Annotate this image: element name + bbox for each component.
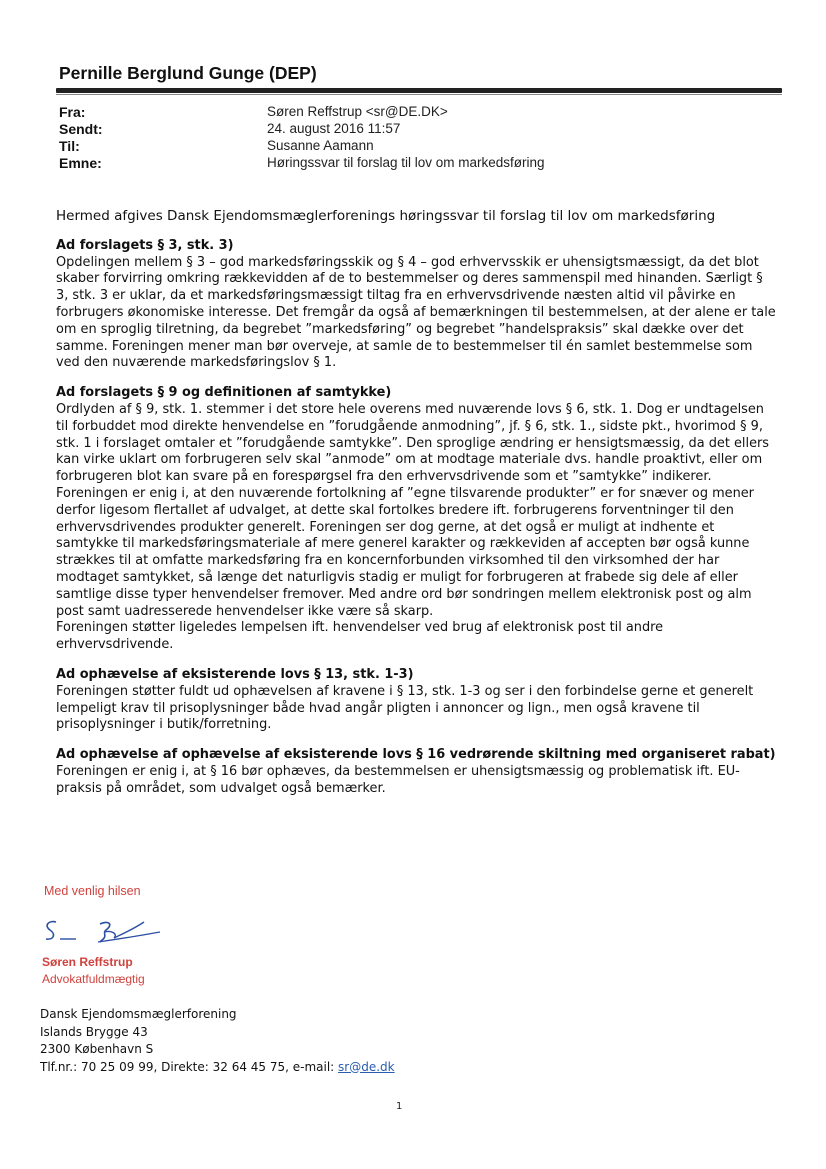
meta-label: Sendt: [59, 121, 103, 137]
section-heading: Ad ophævelse af eksisterende lovs § 13, stk. 1-3) [56, 666, 414, 682]
section-paragraph: Opdelingen mellem § 3 – god markedsføringsskik og § 4 – god erhvervsskik er uhensigtsmæssigt, da det blot skaber forvirring omkring rækkevidden af de to bestemmelser og deres sammenspil med hinanden. Særligt § 3, stk. 3 er uklar, da et markedsføringsmæssigt tiltag fra en erhvervsdrivende næsten altid vil påvirke en forbrugers økonomiske interesse. Det fremgår da også af bemærkningen til bestemmelsen, at der alene er tale om en sproglig tilretning, da begrebet ”markedsføring” og begrebet ”handelspraksis” skal dække over det samme. Foreningen mener man bør overveje, at samle de to bestemmelser til én samlet bestemmelse som ved den nuværende markedsføringslov § 1. [56, 254, 776, 371]
address-street: Islands Brygge 43 [40, 1024, 148, 1039]
meta-value: Søren Reffstrup <sr@DE.DK> [267, 104, 448, 119]
intro-paragraph: Hermed afgives Dansk Ejendomsmæglerforenings høringssvar til forslag til lov om markedsføring [56, 208, 716, 224]
email-meta [59, 104, 759, 172]
meta-value: Høringssvar til forslag til lov om markedsføring [267, 155, 545, 170]
meta-row-subject [59, 155, 759, 172]
address-block [40, 1006, 395, 1076]
section-paragraph-16 [56, 747, 776, 797]
meta-row-sent [59, 121, 759, 138]
letter-body [56, 208, 776, 811]
signer-name: Søren Reffstrup [42, 955, 133, 969]
address-city: 2300 København S [40, 1042, 154, 1056]
sender-name: Pernille Berglund Gunge (DEP) [59, 63, 317, 83]
header-rule [56, 88, 782, 93]
header-rule-thin [56, 94, 782, 95]
closing-greeting: Med venlig hilsen [44, 884, 141, 898]
section-paragraph: Ordlyden af § 9, stk. 1. stemmer i det store hele overens med nuværende lovs § 6, stk. 1. Dog er undtagelsen til forbuddet mod direkte henvendelse en ”forudgående anmodning”, jf. § 6, stk. 1., sidste pkt., hvorimod § 9, stk. 1 i forslaget omtaler et ”forudgående samtykke”. Den sproglige ændring er hensigtsmæssig, da det ellers kan virke uklart om forbrugeren selv skal ”anmode” om at modtage materiale dvs. handle proaktivt, eller om forbrugeren blot kan svare på en forespørgsel fra den erhvervsdrivende som et ”samtykke” indikerer. [56, 401, 770, 485]
section-paragraph-3 [56, 238, 776, 372]
email-link[interactable]: sr@de.dk [338, 1059, 395, 1074]
meta-value: Susanne Aamann [267, 138, 374, 153]
section-heading: Ad forslagets § 3, stk. 3) [56, 237, 234, 253]
meta-value: 24. august 2016 11:57 [267, 121, 401, 136]
handwritten-signature [42, 912, 172, 952]
page-number: 1 [396, 1101, 403, 1112]
meta-row-from [59, 104, 759, 121]
meta-row-to [59, 138, 759, 155]
address-org: Dansk Ejendomsmæglerforening [40, 1007, 237, 1021]
meta-label: Til: [59, 138, 80, 154]
section-heading: Ad ophævelse af ophævelse af eksisterende lovs § 16 vedrørende skiltning med organiseret rabat) [56, 747, 776, 763]
signer-title: Advokatfuldmægtig [42, 972, 145, 986]
section-heading: Ad forslagets § 9 og definitionen af samtykke) [56, 385, 392, 401]
section-paragraph: Foreningen støtter fuldt ud ophævelsen af kravene i § 13, stk. 1-3 og ser i den forbindelse gerne et generelt lempeligt krav til prisoplysninger både hvad angår pligten i annoncer og lign., men også kravene til prisoplysninger i butik/forretning. [56, 683, 754, 733]
section-paragraph: Foreningen er enig i, at den nuværende fortolkning af ”egne tilsvarende produkter” er for snæver og mener derfor ligesom flertallet af udvalget, at dette skal fortolkes bredere ift. forbrugerens forventninger til den erhvervsdrivendes produkter generelt. Foreningen ser dog gerne, at det også er muligt at indhente et samtykke til markedsføringsmateriale af mere generel karakter og rækkeviden af accepten bør også kunne strækkes til at omfatte markedsføring fra en koncernforbunden virksomhed til den virksomhed der har modtaget samtykket, så længe det naturligvis stadig er muligt for forbrugeren at frabede sig dele af eller samtlige disse typer henvendelser fremover. Med andre ord bør sondringen mellem elektronisk post og alm post samt uadresserede henvendelser ikke være så skarp. [56, 485, 754, 619]
section-paragraph: Foreningen er enig i, at § 16 bør ophæves, da bestemmelsen er uhensigtsmæssig og problematisk ift. EU-praksis på området, som udvalget også bemærker. [56, 763, 740, 796]
meta-label: Emne: [59, 155, 102, 171]
section-paragraph: Foreningen støtter ligeledes lempelsen ift. henvendelser ved brug af elektronisk post til andre erhvervsdrivende. [56, 620, 664, 653]
section-paragraph-13 [56, 667, 776, 734]
meta-label: Fra: [59, 104, 86, 120]
contact-text: Tlf.nr.: 70 25 09 99, Direkte: 32 64 45 75, e-mail: [40, 1059, 339, 1074]
address-contact [40, 1059, 395, 1077]
section-paragraph-9 [56, 385, 776, 654]
